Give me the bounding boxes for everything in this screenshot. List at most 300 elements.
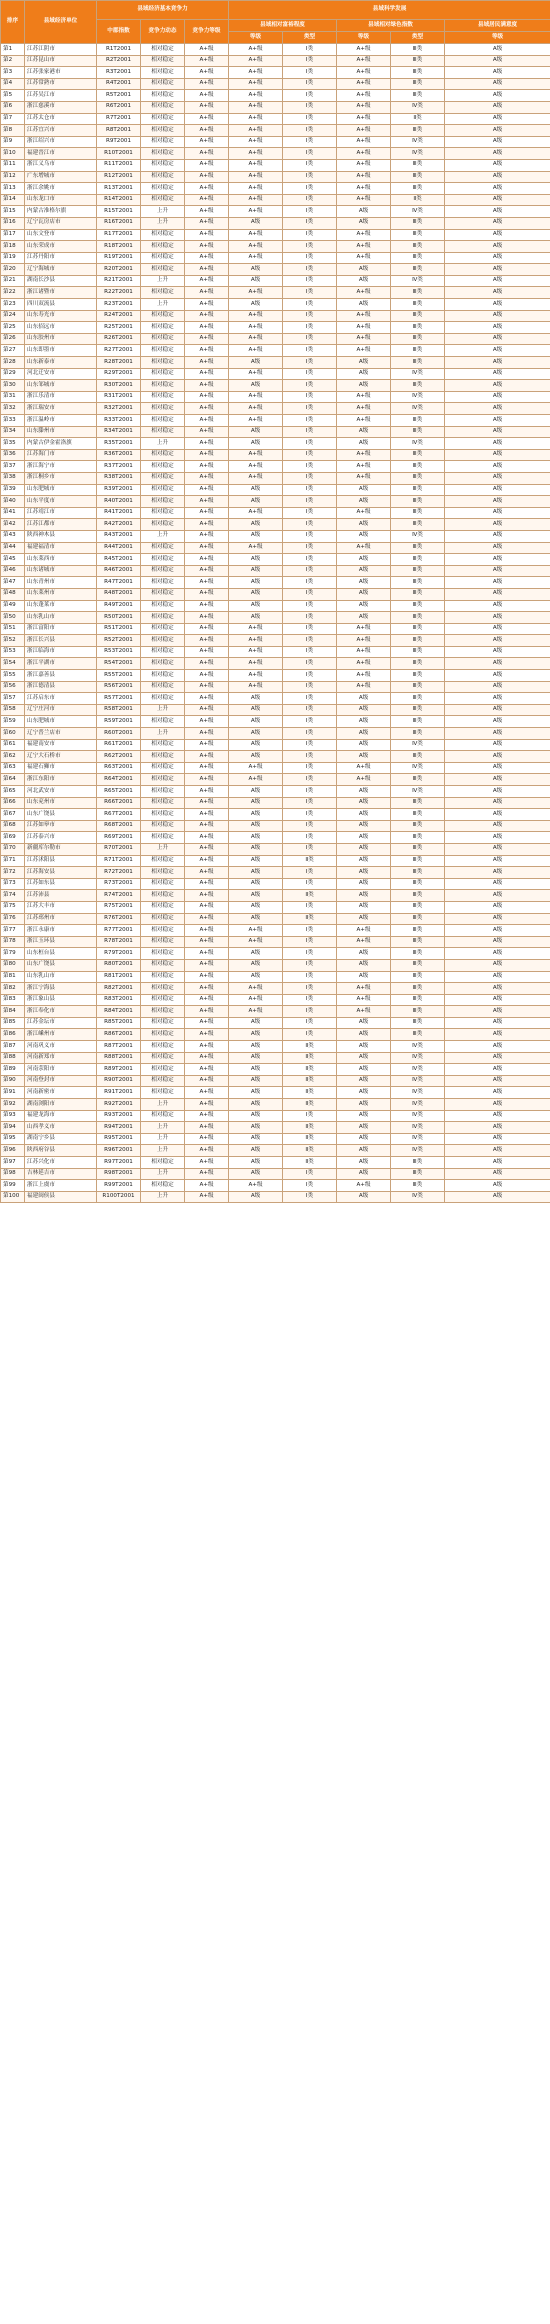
green-level-cell: A级: [337, 820, 391, 832]
table-row: [1, 786, 550, 798]
unit-name-cell: 江苏海门市: [25, 449, 97, 461]
modern-type-cell: Ⅰ类: [283, 183, 337, 195]
dynamic-cell: 相对稳定: [141, 635, 185, 647]
green-type-cell: Ⅳ类: [391, 1099, 445, 1111]
unit-name-cell: 新疆库尔勒市: [25, 843, 97, 855]
rank-cell: 第66: [1, 797, 25, 809]
table-row: [1, 275, 550, 287]
modern-type-cell: Ⅰ类: [283, 67, 337, 79]
table-row: [1, 1191, 550, 1203]
green-type-cell: Ⅲ类: [391, 901, 445, 913]
table-row: [1, 1052, 550, 1064]
rank-cell: 第5: [1, 90, 25, 102]
grade-cell: A+级: [185, 728, 229, 740]
dynamic-cell: 相对稳定: [141, 554, 185, 566]
people-level-cell: A级: [445, 275, 550, 287]
modern-level-cell: A+级: [229, 449, 283, 461]
modern-level-cell: A级: [229, 751, 283, 763]
green-type-cell: Ⅲ类: [391, 843, 445, 855]
table-row: [1, 194, 550, 206]
grade-cell: A+级: [185, 368, 229, 380]
green-level-cell: A级: [337, 716, 391, 728]
table-row: [1, 890, 550, 902]
table-row: [1, 913, 550, 925]
people-level-cell: A级: [445, 786, 550, 798]
dynamic-cell: 相对稳定: [141, 1017, 185, 1029]
header-rank: 排序: [1, 1, 25, 44]
rank-cell: 第82: [1, 983, 25, 995]
index-cell: R91T2001: [97, 1087, 141, 1099]
grade-cell: A+级: [185, 565, 229, 577]
people-level-cell: A级: [445, 171, 550, 183]
grade-cell: A+级: [185, 658, 229, 670]
index-cell: R22T2001: [97, 287, 141, 299]
people-level-cell: A级: [445, 241, 550, 253]
unit-name-cell: 山东滕州市: [25, 426, 97, 438]
table-row: [1, 438, 550, 450]
modern-level-cell: A级: [229, 357, 283, 369]
index-cell: R49T2001: [97, 600, 141, 612]
modern-level-cell: A级: [229, 484, 283, 496]
green-type-cell: Ⅲ类: [391, 855, 445, 867]
unit-name-cell: 山东莱西市: [25, 554, 97, 566]
grade-cell: A+级: [185, 1157, 229, 1169]
rank-cell: 第4: [1, 78, 25, 90]
grade-cell: A+级: [185, 959, 229, 971]
dynamic-cell: 相对稳定: [141, 1157, 185, 1169]
dynamic-cell: 相对稳定: [141, 971, 185, 983]
modern-level-cell: A+级: [229, 206, 283, 218]
rank-cell: 第77: [1, 925, 25, 937]
people-level-cell: A级: [445, 530, 550, 542]
green-type-cell: Ⅲ类: [391, 623, 445, 635]
rank-cell: 第33: [1, 415, 25, 427]
modern-type-cell: Ⅰ类: [283, 681, 337, 693]
green-level-cell: A级: [337, 1052, 391, 1064]
grade-cell: A+级: [185, 739, 229, 751]
rank-cell: 第39: [1, 484, 25, 496]
table-row: [1, 113, 550, 125]
unit-name-cell: 江苏昆山市: [25, 55, 97, 67]
grade-cell: A+级: [185, 438, 229, 450]
people-level-cell: A级: [445, 345, 550, 357]
table-row: [1, 415, 550, 427]
green-type-cell: Ⅲ类: [391, 183, 445, 195]
dynamic-cell: 相对稳定: [141, 78, 185, 90]
grade-cell: A+级: [185, 333, 229, 345]
rank-cell: 第21: [1, 275, 25, 287]
unit-name-cell: 浙江诸暨市: [25, 287, 97, 299]
grade-cell: A+级: [185, 78, 229, 90]
modern-level-cell: A级: [229, 588, 283, 600]
dynamic-cell: 相对稳定: [141, 403, 185, 415]
green-level-cell: A级: [337, 380, 391, 392]
green-level-cell: A级: [337, 1122, 391, 1134]
grade-cell: A+级: [185, 1052, 229, 1064]
grade-cell: A+级: [185, 380, 229, 392]
dynamic-cell: 上升: [141, 206, 185, 218]
people-level-cell: A级: [445, 415, 550, 427]
dynamic-cell: 相对稳定: [141, 148, 185, 160]
green-type-cell: Ⅲ类: [391, 693, 445, 705]
grade-cell: A+级: [185, 542, 229, 554]
table-row: [1, 67, 550, 79]
index-cell: R75T2001: [97, 901, 141, 913]
index-cell: R27T2001: [97, 345, 141, 357]
modern-type-cell: Ⅰ类: [283, 44, 337, 56]
green-type-cell: Ⅲ类: [391, 380, 445, 392]
rank-cell: 第78: [1, 936, 25, 948]
green-type-cell: Ⅲ类: [391, 670, 445, 682]
modern-level-cell: A级: [229, 1191, 283, 1203]
index-cell: R83T2001: [97, 994, 141, 1006]
index-cell: R19T2001: [97, 252, 141, 264]
people-level-cell: A级: [445, 229, 550, 241]
green-level-cell: A+级: [337, 194, 391, 206]
unit-name-cell: 浙江玉环县: [25, 936, 97, 948]
index-cell: R66T2001: [97, 797, 141, 809]
unit-name-cell: 湖南宁乡县: [25, 1133, 97, 1145]
people-level-cell: A级: [445, 878, 550, 890]
rank-cell: 第98: [1, 1168, 25, 1180]
dynamic-cell: 相对稳定: [141, 507, 185, 519]
rank-cell: 第60: [1, 728, 25, 740]
green-level-cell: A+级: [337, 287, 391, 299]
dynamic-cell: 上升: [141, 299, 185, 311]
grade-cell: A+级: [185, 577, 229, 589]
grade-cell: A+级: [185, 843, 229, 855]
people-level-cell: A级: [445, 820, 550, 832]
modern-level-cell: A+级: [229, 774, 283, 786]
green-level-cell: A级: [337, 843, 391, 855]
modern-level-cell: A级: [229, 855, 283, 867]
grade-cell: A+级: [185, 461, 229, 473]
grade-cell: A+级: [185, 1191, 229, 1203]
table-row: [1, 658, 550, 670]
green-level-cell: A+级: [337, 229, 391, 241]
people-level-cell: A级: [445, 507, 550, 519]
unit-name-cell: 福建石狮市: [25, 762, 97, 774]
unit-name-cell: 四川双流县: [25, 299, 97, 311]
modern-level-cell: A+级: [229, 44, 283, 56]
unit-name-cell: 山东肥城市: [25, 716, 97, 728]
rank-cell: 第41: [1, 507, 25, 519]
modern-level-cell: A级: [229, 1029, 283, 1041]
table-row: [1, 612, 550, 624]
green-level-cell: A级: [337, 913, 391, 925]
unit-name-cell: 山东广饶县: [25, 959, 97, 971]
modern-level-cell: A+级: [229, 762, 283, 774]
grade-cell: A+级: [185, 600, 229, 612]
modern-type-cell: Ⅰ类: [283, 739, 337, 751]
green-level-cell: A+级: [337, 101, 391, 113]
green-type-cell: Ⅲ类: [391, 635, 445, 647]
modern-level-cell: A+级: [229, 125, 283, 137]
index-cell: R34T2001: [97, 426, 141, 438]
dynamic-cell: 相对稳定: [141, 183, 185, 195]
rank-cell: 第23: [1, 299, 25, 311]
green-level-cell: A级: [337, 1145, 391, 1157]
table-row: [1, 345, 550, 357]
rank-cell: 第25: [1, 322, 25, 334]
modern-type-cell: Ⅰ类: [283, 600, 337, 612]
rank-cell: 第86: [1, 1029, 25, 1041]
grade-cell: A+级: [185, 171, 229, 183]
modern-level-cell: A级: [229, 1041, 283, 1053]
unit-name-cell: 河南新密市: [25, 1087, 97, 1099]
dynamic-cell: 相对稳定: [141, 855, 185, 867]
modern-level-cell: A+级: [229, 983, 283, 995]
rank-cell: 第13: [1, 183, 25, 195]
rank-cell: 第51: [1, 623, 25, 635]
header-unit: 县域经济单位: [25, 1, 97, 44]
modern-level-cell: A+级: [229, 1180, 283, 1192]
modern-level-cell: A级: [229, 217, 283, 229]
green-type-cell: Ⅲ类: [391, 264, 445, 276]
table-row: [1, 78, 550, 90]
dynamic-cell: 相对稳定: [141, 600, 185, 612]
green-type-cell: Ⅲ类: [391, 565, 445, 577]
green-type-cell: Ⅲ类: [391, 426, 445, 438]
green-type-cell: Ⅳ类: [391, 1191, 445, 1203]
people-level-cell: A级: [445, 403, 550, 415]
unit-name-cell: 山东龙口市: [25, 194, 97, 206]
green-type-cell: Ⅲ类: [391, 658, 445, 670]
modern-type-cell: Ⅰ类: [283, 820, 337, 832]
table-row: [1, 148, 550, 160]
green-level-cell: A级: [337, 751, 391, 763]
modern-level-cell: A级: [229, 1075, 283, 1087]
table-row: [1, 797, 550, 809]
unit-name-cell: 山东莱州市: [25, 588, 97, 600]
dynamic-cell: 上升: [141, 1133, 185, 1145]
dynamic-cell: 相对稳定: [141, 484, 185, 496]
table-row: [1, 1133, 550, 1145]
dynamic-cell: 相对稳定: [141, 762, 185, 774]
green-level-cell: A级: [337, 948, 391, 960]
green-level-cell: A级: [337, 1099, 391, 1111]
index-cell: R96T2001: [97, 1145, 141, 1157]
dynamic-cell: 相对稳定: [141, 623, 185, 635]
people-level-cell: A级: [445, 1099, 550, 1111]
dynamic-cell: 相对稳定: [141, 345, 185, 357]
dynamic-cell: 相对稳定: [141, 809, 185, 821]
modern-type-cell: Ⅰ类: [283, 565, 337, 577]
dynamic-cell: 相对稳定: [141, 322, 185, 334]
unit-name-cell: 江苏吴江市: [25, 90, 97, 102]
dynamic-cell: 相对稳定: [141, 368, 185, 380]
table-row: [1, 728, 550, 740]
green-type-cell: Ⅳ类: [391, 1064, 445, 1076]
table-row: [1, 739, 550, 751]
modern-level-cell: A级: [229, 1110, 283, 1122]
modern-level-cell: A+级: [229, 368, 283, 380]
people-level-cell: A级: [445, 832, 550, 844]
table-row: [1, 1041, 550, 1053]
modern-type-cell: Ⅰ类: [283, 426, 337, 438]
modern-type-cell: Ⅰ类: [283, 1017, 337, 1029]
unit-name-cell: 浙江平湖市: [25, 658, 97, 670]
modern-type-cell: Ⅰ类: [283, 786, 337, 798]
green-type-cell: Ⅳ类: [391, 1052, 445, 1064]
index-cell: R17T2001: [97, 229, 141, 241]
rank-cell: 第74: [1, 890, 25, 902]
table-row: [1, 925, 550, 937]
index-cell: R24T2001: [97, 310, 141, 322]
header-type: 类型: [391, 32, 445, 44]
modern-type-cell: Ⅰ类: [283, 449, 337, 461]
unit-name-cell: 福建龙海市: [25, 1110, 97, 1122]
people-level-cell: A级: [445, 333, 550, 345]
modern-type-cell: Ⅰ类: [283, 438, 337, 450]
green-type-cell: Ⅲ类: [391, 728, 445, 740]
table-row: [1, 1157, 550, 1169]
modern-type-cell: Ⅰ类: [283, 901, 337, 913]
modern-type-cell: Ⅰ类: [283, 206, 337, 218]
people-level-cell: A级: [445, 739, 550, 751]
rank-cell: 第50: [1, 612, 25, 624]
modern-level-cell: A+级: [229, 90, 283, 102]
dynamic-cell: 相对稳定: [141, 67, 185, 79]
green-level-cell: A+级: [337, 44, 391, 56]
dynamic-cell: 相对稳定: [141, 252, 185, 264]
people-level-cell: A级: [445, 693, 550, 705]
people-level-cell: A级: [445, 646, 550, 658]
table-row: [1, 565, 550, 577]
table-row: [1, 310, 550, 322]
green-type-cell: Ⅲ类: [391, 797, 445, 809]
people-level-cell: A级: [445, 635, 550, 647]
dynamic-cell: 相对稳定: [141, 380, 185, 392]
people-level-cell: A级: [445, 322, 550, 334]
modern-level-cell: A+级: [229, 925, 283, 937]
modern-level-cell: A级: [229, 797, 283, 809]
unit-name-cell: 浙江奉化市: [25, 1006, 97, 1018]
unit-name-cell: 浙江瑞安市: [25, 403, 97, 415]
modern-level-cell: A级: [229, 867, 283, 879]
green-level-cell: A+级: [337, 1006, 391, 1018]
dynamic-cell: 相对稳定: [141, 1064, 185, 1076]
index-cell: R90T2001: [97, 1075, 141, 1087]
modern-level-cell: A+级: [229, 1006, 283, 1018]
grade-cell: A+级: [185, 936, 229, 948]
people-level-cell: A级: [445, 716, 550, 728]
green-type-cell: Ⅲ类: [391, 542, 445, 554]
dynamic-cell: 相对稳定: [141, 936, 185, 948]
index-cell: R99T2001: [97, 1180, 141, 1192]
rank-cell: 第79: [1, 948, 25, 960]
green-type-cell: Ⅲ类: [391, 554, 445, 566]
modern-type-cell: Ⅱ类: [283, 1052, 337, 1064]
dynamic-cell: 上升: [141, 1168, 185, 1180]
unit-name-cell: 浙江乐清市: [25, 391, 97, 403]
green-level-cell: A+级: [337, 403, 391, 415]
index-cell: R79T2001: [97, 948, 141, 960]
people-level-cell: A级: [445, 136, 550, 148]
grade-cell: A+级: [185, 310, 229, 322]
green-type-cell: Ⅲ类: [391, 867, 445, 879]
table-row: [1, 357, 550, 369]
index-cell: R35T2001: [97, 438, 141, 450]
people-level-cell: A级: [445, 484, 550, 496]
index-cell: R60T2001: [97, 728, 141, 740]
green-level-cell: A+级: [337, 78, 391, 90]
modern-type-cell: Ⅰ类: [283, 171, 337, 183]
index-cell: R78T2001: [97, 936, 141, 948]
green-level-cell: A+级: [337, 345, 391, 357]
rank-cell: 第92: [1, 1099, 25, 1111]
modern-level-cell: A级: [229, 1052, 283, 1064]
rank-cell: 第32: [1, 403, 25, 415]
modern-level-cell: A+级: [229, 67, 283, 79]
modern-type-cell: Ⅰ类: [283, 867, 337, 879]
green-type-cell: Ⅲ类: [391, 890, 445, 902]
modern-type-cell: Ⅰ类: [283, 507, 337, 519]
green-level-cell: A级: [337, 1075, 391, 1087]
header-index: 中郡指数: [97, 20, 141, 44]
rank-cell: 第63: [1, 762, 25, 774]
dynamic-cell: 相对稳定: [141, 739, 185, 751]
green-level-cell: A级: [337, 959, 391, 971]
grade-cell: A+级: [185, 519, 229, 531]
modern-level-cell: A级: [229, 380, 283, 392]
people-level-cell: A级: [445, 519, 550, 531]
green-level-cell: A+级: [337, 391, 391, 403]
table-row: [1, 693, 550, 705]
unit-name-cell: 江苏大丰市: [25, 901, 97, 913]
green-level-cell: A级: [337, 496, 391, 508]
modern-type-cell: Ⅰ类: [283, 287, 337, 299]
index-cell: R53T2001: [97, 646, 141, 658]
green-type-cell: Ⅲ类: [391, 171, 445, 183]
unit-name-cell: 江苏金坛市: [25, 1017, 97, 1029]
rank-cell: 第81: [1, 971, 25, 983]
rank-cell: 第62: [1, 751, 25, 763]
grade-cell: A+级: [185, 1099, 229, 1111]
grade-cell: A+级: [185, 1041, 229, 1053]
rank-cell: 第64: [1, 774, 25, 786]
dynamic-cell: 相对稳定: [141, 646, 185, 658]
people-level-cell: A级: [445, 206, 550, 218]
unit-name-cell: 山东荣成市: [25, 241, 97, 253]
unit-name-cell: 江苏邳州市: [25, 913, 97, 925]
unit-name-cell: 山东文登市: [25, 229, 97, 241]
index-cell: R45T2001: [97, 554, 141, 566]
green-level-cell: A级: [337, 264, 391, 276]
index-cell: R44T2001: [97, 542, 141, 554]
grade-cell: A+级: [185, 612, 229, 624]
dynamic-cell: 上升: [141, 1122, 185, 1134]
green-type-cell: Ⅲ类: [391, 67, 445, 79]
green-type-cell: Ⅲ类: [391, 507, 445, 519]
dynamic-cell: 相对稳定: [141, 1110, 185, 1122]
green-type-cell: Ⅲ类: [391, 774, 445, 786]
index-cell: R23T2001: [97, 299, 141, 311]
green-type-cell: Ⅲ类: [391, 357, 445, 369]
table-row: [1, 241, 550, 253]
people-level-cell: A级: [445, 1029, 550, 1041]
table-row: [1, 403, 550, 415]
table-row: [1, 1122, 550, 1134]
modern-type-cell: Ⅰ类: [283, 264, 337, 276]
grade-cell: A+级: [185, 774, 229, 786]
modern-level-cell: A+级: [229, 391, 283, 403]
table-row: [1, 368, 550, 380]
green-level-cell: A级: [337, 217, 391, 229]
green-level-cell: A+级: [337, 994, 391, 1006]
modern-level-cell: A+级: [229, 681, 283, 693]
green-level-cell: A级: [337, 786, 391, 798]
